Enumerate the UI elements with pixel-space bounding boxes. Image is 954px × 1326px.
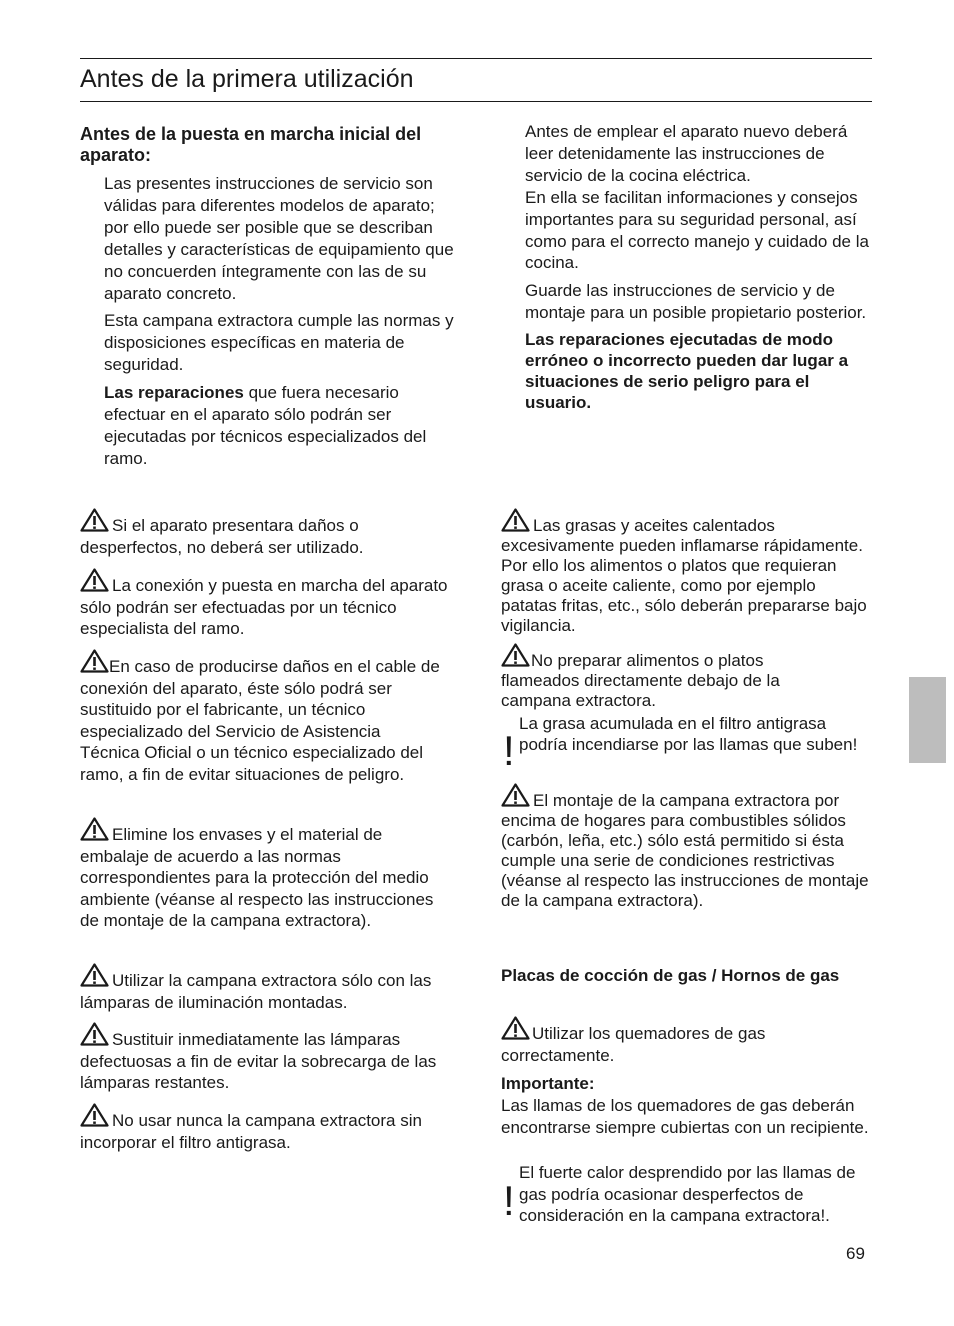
warning-item bbox=[501, 508, 873, 636]
warning-triangle-icon bbox=[80, 508, 109, 532]
warning-item bbox=[80, 508, 452, 558]
warning-text: En caso de producirse daños en el cable de conexión del aparato, éste sólo podrá ser sustituido por el fabricante, un técnico especializado del Servicio de Asistencia Técnica Oficial o un técnico especializado del ramo, a fin de evitar situaciones de peligro. bbox=[80, 657, 440, 784]
warning-text: El montaje de la campana extractora por encima de hogares para combustibles sólidos (carbón, leña, etc.) sólo está permitido si ésta cumple una serie de condiciones restrictivas (véanse al respecto las instrucciones de montaje de la campana extractora). bbox=[501, 791, 869, 910]
warning-triangle-icon bbox=[80, 568, 109, 592]
gas-section-heading: Placas de cocción de gas / Hornos de gas bbox=[501, 966, 840, 985]
left-para-2: Esta campana extractora cumple las normas y disposiciones específicas en materia de seguridad. bbox=[104, 311, 454, 375]
warning-item bbox=[501, 643, 841, 711]
warning-triangle-icon bbox=[80, 1103, 109, 1127]
left-para-3 bbox=[104, 382, 456, 470]
exclamation-icon: ! bbox=[503, 1177, 515, 1224]
warning-item bbox=[80, 1022, 452, 1094]
right-intro bbox=[525, 121, 871, 419]
warning-text: Utilizar los quemadores de gas correctamente. bbox=[501, 1024, 766, 1065]
right-para-1b: En ella se facilitan informaciones y consejos importantes para su seguridad personal, así como para el correcto manejo y cuidado de la cocina. bbox=[525, 187, 869, 273]
important-label: Importante: bbox=[501, 1074, 595, 1093]
warning-triangle-icon bbox=[80, 1022, 109, 1046]
section-heading: Antes de la puesta en marcha inicial del aparato: bbox=[80, 124, 422, 165]
warning-item bbox=[80, 649, 440, 786]
warning-text: Elimine los envases y el material de embalaje de acuerdo a las normas correspondientes para la protección del medio ambiente (véanse al respecto las instrucciones de montaje de la campana extractora). bbox=[80, 825, 434, 931]
warning-item bbox=[80, 568, 452, 640]
note-text: La grasa acumulada en el filtro antigrasa podría incendiarse por las llamas que suben! bbox=[519, 714, 858, 754]
left-para-1: Las presentes instrucciones de servicio son válidas para diferentes modelos de aparato; por ello puede ser posible que se describan detalles y características de equipamiento que no concuerden íntegramente con las de su aparato concreto. bbox=[104, 174, 454, 303]
warning-text: Sustituir inmediatamente las lámparas defectuosas a fin de evitar la sobrecarga de las lámparas restantes. bbox=[80, 1030, 437, 1093]
warning-item bbox=[501, 783, 873, 911]
warning-triangle-icon bbox=[80, 817, 109, 841]
warning-text: Las grasas y aceites calentados excesivamente pueden inflamarse rápidamente. Por ello los alimentos o platos que requieran grasa o aceite caliente, como por ejemplo patatas fritas, etc., sólo deberán prepararse bajo vigilancia. bbox=[501, 516, 867, 635]
warning-triangle-icon bbox=[501, 508, 530, 532]
warning-item bbox=[80, 817, 440, 932]
warning-triangle-icon bbox=[80, 963, 109, 987]
header-bottom-rule bbox=[80, 101, 872, 102]
page-title: Antes de la primera utilización bbox=[80, 65, 414, 93]
left-para-3-rest: que fuera necesario efectuar en el aparato sólo podrán ser ejecutadas por técnicos especializados del ramo. bbox=[104, 383, 427, 468]
warning-triangle-icon bbox=[501, 1016, 530, 1040]
note-text: El fuerte calor desprendido por las llamas de gas podría ocasionar desperfectos de consideración en la campana extractora!. bbox=[519, 1163, 856, 1225]
page-number: 69 bbox=[846, 1244, 865, 1263]
exclamation-icon: ! bbox=[503, 727, 515, 774]
warning-text: No usar nunca la campana extractora sin incorporar el filtro antigrasa. bbox=[80, 1111, 422, 1152]
important-block bbox=[501, 1073, 873, 1139]
warning-text: Utilizar la campana extractora sólo con las lámparas de iluminación montadas. bbox=[80, 971, 432, 1012]
warning-text: La conexión y puesta en marcha del aparato sólo podrán ser efectuadas por un técnico especialista del ramo. bbox=[80, 576, 448, 639]
warning-triangle-icon bbox=[501, 783, 530, 807]
chapter-tab-marker bbox=[909, 677, 946, 763]
warning-text: Si el aparato presentara daños o desperfectos, no deberá ser utilizado. bbox=[80, 516, 364, 557]
warning-item bbox=[80, 1103, 452, 1153]
important-text: Las llamas de los quemadores de gas deberán encontrarse siempre cubiertas con un recipiente. bbox=[501, 1095, 869, 1137]
warning-item bbox=[80, 963, 452, 1013]
right-para-3: Las reparaciones ejecutadas de modo erróneo o incorrecto pueden dar lugar a situaciones de serio peligro para el usuario. bbox=[525, 330, 849, 412]
left-intro bbox=[104, 173, 456, 476]
warning-text: No preparar alimentos o platos flameados directamente debajo de la campana extractora. bbox=[501, 651, 780, 710]
warning-triangle-icon bbox=[501, 643, 530, 667]
warning-item bbox=[501, 1016, 861, 1066]
right-para-1: Antes de emplear el aparato nuevo deberá leer detenidamente las instrucciones de servicio de la cocina eléctrica. bbox=[525, 122, 848, 185]
right-para-2: Guarde las instrucciones de servicio y de montaje para un posible propietario posterior. bbox=[525, 281, 867, 323]
header-top-rule bbox=[80, 58, 872, 59]
warning-triangle-icon bbox=[80, 649, 109, 673]
left-para-3-bold: Las reparaciones bbox=[104, 383, 244, 403]
